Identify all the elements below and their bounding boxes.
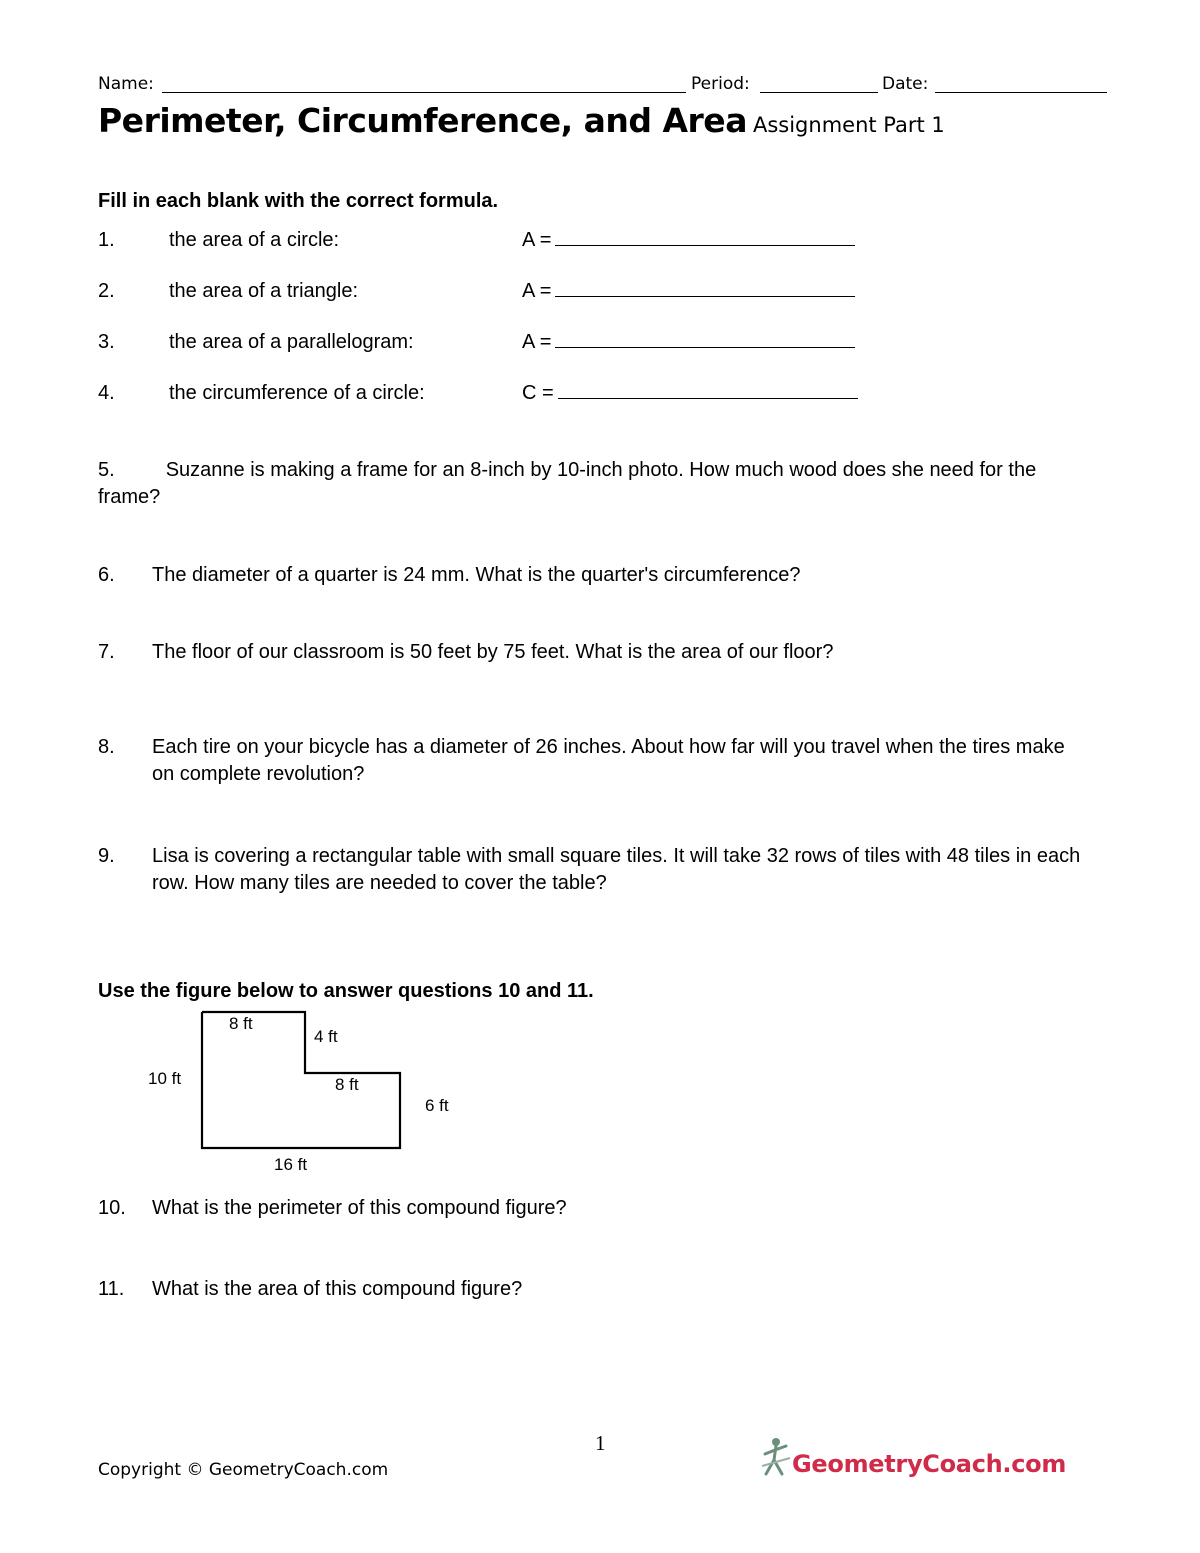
- question-8-text: Each tire on your bicycle has a diameter of 26 inches. About how far will you travel when the tires make on complete revolution?: [152, 736, 1065, 785]
- item-text: the circumference of a circle:: [169, 382, 425, 404]
- item-number: 4.: [98, 382, 115, 404]
- question-10-text: What is the perimeter of this compound figure?: [152, 1197, 567, 1219]
- formula-blank[interactable]: [555, 229, 855, 246]
- item-text: the area of a circle:: [169, 229, 340, 251]
- question-5: [98, 457, 1088, 511]
- question-9-text: Lisa is covering a rectangular table with small square tiles. It will take 32 rows of tiles with 48 tiles in each row. How many tiles are needed to cover the table?: [152, 845, 1081, 894]
- copyright-notice: Copyright © GeometryCoach.com: [98, 1460, 389, 1480]
- formula-blank[interactable]: [558, 382, 858, 399]
- item-text: the area of a parallelogram:: [169, 331, 414, 353]
- page-number: 1: [595, 1431, 606, 1455]
- question-number: 5.: [98, 459, 115, 481]
- logo-text: GeometryCoach.com: [792, 1450, 1067, 1478]
- question-7-number: 7.: [98, 641, 115, 663]
- geometrycoach-logo: [760, 1436, 1066, 1478]
- question-10-number: 10.: [98, 1197, 126, 1219]
- page-title: [98, 101, 945, 140]
- formula-answer: [522, 331, 855, 354]
- section1-instruction: Fill in each blank with the correct formula.: [98, 190, 499, 212]
- label-notch-horizontal: 8 ft: [335, 1075, 359, 1094]
- question-11-text: What is the area of this compound figure?: [152, 1278, 523, 1300]
- item-number: 1.: [98, 229, 115, 251]
- question-6-number: 6.: [98, 564, 115, 586]
- compound-figure: [140, 1005, 480, 1180]
- label-right: 6 ft: [425, 1096, 449, 1115]
- question-6-text: The diameter of a quarter is 24 mm. What is the quarter's circumference?: [152, 564, 801, 586]
- label-notch-vertical: 4 ft: [314, 1027, 338, 1046]
- formula-variable: C =: [522, 382, 554, 404]
- formula-blank[interactable]: [555, 331, 855, 348]
- question-7-text: The floor of our classroom is 50 feet by 75 feet. What is the area of our floor?: [152, 641, 834, 663]
- question-text: Suzanne is making a frame for an 8-inch by 10-inch photo. How much wood does she need for the frame?: [98, 459, 1037, 508]
- formula-blank[interactable]: [555, 280, 855, 297]
- question-9-number: 9.: [98, 845, 115, 867]
- formula-variable: A =: [522, 229, 552, 251]
- item-number: 2.: [98, 280, 115, 302]
- name-blank[interactable]: [162, 92, 686, 93]
- title-sub: Assignment Part 1: [752, 113, 945, 137]
- formula-answer: [522, 280, 855, 303]
- formula-variable: A =: [522, 331, 552, 353]
- label-top: 8 ft: [229, 1014, 253, 1033]
- logo-figure-icon: [760, 1436, 792, 1478]
- period-blank[interactable]: [760, 92, 878, 93]
- formula-answer: [522, 229, 855, 252]
- item-number: 3.: [98, 331, 115, 353]
- label-bottom: 16 ft: [274, 1155, 308, 1174]
- section2-instruction: Use the figure below to answer questions 10 and 11.: [98, 980, 594, 1002]
- question-8-number: 8.: [98, 736, 115, 758]
- label-left: 10 ft: [148, 1069, 182, 1088]
- period-label: Period:: [691, 74, 750, 94]
- name-label: Name:: [98, 74, 154, 94]
- item-text: the area of a triangle:: [169, 280, 359, 302]
- formula-variable: A =: [522, 280, 552, 302]
- title-main: Perimeter, Circumference, and Area: [98, 101, 747, 140]
- question-11-number: 11.: [98, 1278, 125, 1300]
- date-label: Date:: [882, 74, 929, 94]
- date-blank[interactable]: [935, 92, 1107, 93]
- formula-answer: [522, 382, 858, 405]
